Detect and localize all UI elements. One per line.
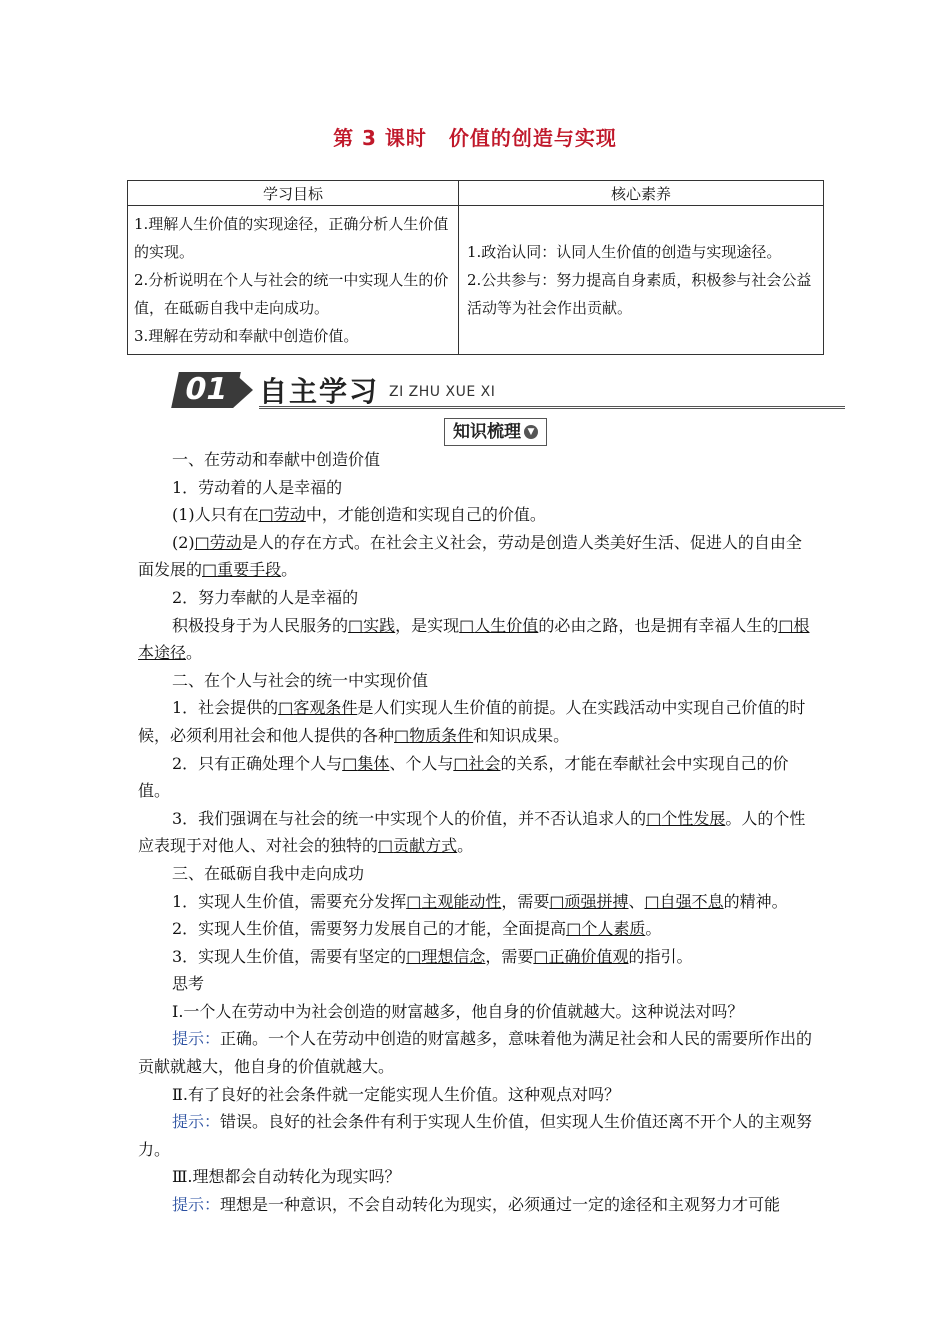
answer: 实践: [363, 615, 396, 635]
answer: 理想信念: [421, 946, 486, 966]
answer: 正确价值观: [548, 946, 629, 966]
hint-label: 提示：: [172, 1029, 221, 1049]
paragraph: 2．只有正确处理个人与□集体、个人与□社会的关系，才能在奉献社会中实现自己的价值。: [138, 753, 789, 801]
hint-label: 提示：: [172, 1195, 221, 1215]
paragraph: (2)□劳动是人的存在方式。在社会主义社会，劳动是创造人类美好生活、促进人的自由全面发展的□重要手段。: [138, 532, 802, 580]
answer: 人生价值: [474, 615, 539, 635]
answer: 社会: [468, 753, 501, 773]
answer: 重要手段: [217, 560, 282, 580]
blank-box: □: [406, 946, 422, 966]
competency-header: 核心素养: [459, 181, 824, 206]
blank-box: □: [549, 891, 565, 911]
blank-box: □: [378, 836, 394, 856]
paragraph: 积极投身于为人民服务的□实践，是实现□人生价值的必由之路，也是拥有幸福人生的□根本途径。: [138, 615, 810, 663]
subheading: 1．劳动着的人是幸福的: [172, 477, 343, 497]
section-banner: [175, 368, 845, 412]
question: Ⅰ.一个人在劳动中为社会创造的财富越多，他自身的价值就越大。这种说法对吗？: [172, 1001, 744, 1021]
answer: 自强不息: [659, 891, 724, 911]
subheading: 2．努力奉献的人是幸福的: [172, 587, 359, 607]
question: Ⅱ.有了良好的社会条件就一定能实现人生价值。这种观点对吗？: [172, 1084, 620, 1104]
goal-item: 2.分析说明在个人与社会的统一中实现人生的价值，在砥砺自我中走向成功。: [134, 271, 449, 317]
blank-box: □: [342, 753, 358, 773]
answer: 主观能动性: [421, 891, 502, 911]
blank-box: □: [348, 615, 364, 635]
competency-item: 2.公共参与：努力提高自身素质，积极参与社会公益活动等为社会作出贡献。: [467, 271, 812, 317]
answer: 个人素质: [581, 919, 646, 939]
blank-box: □: [778, 615, 794, 635]
blank-box: □: [394, 725, 410, 745]
answer-paragraph: 提示：错误。良好的社会条件有利于实现人生价值，但实现人生价值还离不开个人的主观努力。: [138, 1112, 813, 1159]
answer: 劳动: [209, 532, 242, 552]
banner-wedge: [233, 372, 253, 408]
blank-box: □: [566, 919, 582, 939]
knowledge-tag: [444, 418, 547, 446]
banner-rule: [259, 406, 845, 409]
blank-box: □: [646, 808, 662, 828]
section-heading: 三、在砥砺自我中走向成功: [172, 863, 365, 883]
paragraph: 3．实现人生价值，需要有坚定的□理想信念，需要□正确价值观的指引。: [172, 946, 693, 966]
section-heading: 二、在个人与社会的统一中实现价值: [172, 670, 429, 690]
answer: 集体: [357, 753, 390, 773]
down-triangle-icon: ▼: [524, 425, 538, 439]
blank-box: □: [644, 891, 660, 911]
competency-item: 1.政治认同：认同人生价值的创造与实现途径。: [467, 243, 782, 261]
blank-box: □: [453, 753, 469, 773]
goal-item: 1.理解人生价值的实现途径，正确分析人生价值的实现。: [134, 215, 449, 261]
lesson-title: 价值的创造与实现: [448, 126, 617, 150]
goals-table: [127, 180, 824, 355]
knowledge-tag-label: 知识梳理: [453, 422, 521, 442]
hint-label: 提示：: [172, 1112, 221, 1132]
blank-box: □: [459, 615, 475, 635]
blank-box: □: [258, 505, 274, 525]
blank-box: □: [194, 532, 210, 552]
section-pinyin: ZI ZHU XUE XI: [389, 384, 496, 400]
paragraph: (1)人只有在□劳动中，才能创造和实现自己的价值。: [172, 505, 546, 525]
answer-paragraph: 提示：理想是一种意识，不会自动转化为现实，必须通过一定的途径和主观努力才可能: [172, 1195, 781, 1215]
lesson-number: 第 3 课时: [333, 126, 427, 150]
blank-box: □: [202, 560, 218, 580]
answer: 个性发展: [661, 808, 726, 828]
goals-header: 学习目标: [128, 181, 459, 206]
question: Ⅲ.理想都会自动转化为现实吗？: [172, 1167, 401, 1187]
goals-cell: [128, 206, 459, 355]
think-heading: 思考: [172, 974, 205, 994]
answer: 客观条件: [293, 698, 358, 718]
content: [138, 446, 814, 1219]
competency-cell: [459, 206, 824, 355]
page-title: [0, 122, 950, 151]
blank-box: □: [533, 946, 549, 966]
answer: 物质条件: [409, 725, 474, 745]
section-title: 自主学习: [259, 375, 380, 408]
answer: 贡献方式: [393, 836, 458, 856]
paragraph: 3．我们强调在与社会的统一中实现个人的价值，并不否认追求人的□个性发展。人的个性应表现于对他人、对社会的独特的□贡献方式。: [138, 808, 806, 856]
blank-box: □: [406, 891, 422, 911]
section-number: 01: [171, 372, 241, 408]
paragraph: 1．社会提供的□客观条件是人们实现人生价值的前提。人在实践活动中实现自己价值的时候，必须利用社会和他人提供的各种□物质条件和知识成果。: [138, 698, 806, 745]
answer: 顽强拼搏: [564, 891, 629, 911]
paragraph: 1．实现人生价值，需要充分发挥□主观能动性，需要□顽强拼搏、□自强不息的精神。: [172, 891, 788, 911]
section-heading: 一、在劳动和奉献中创造价值: [172, 450, 381, 469]
answer-paragraph: 提示：正确。一个人在劳动中创造的财富越多，意味着他为满足社会和人民的需要所作出的贡献就越大，他自身的价值就越大。: [138, 1029, 813, 1077]
paragraph: 2．实现人生价值，需要努力发展自己的才能，全面提高□个人素质。: [172, 919, 662, 939]
goal-item: 3.理解在劳动和奉献中创造价值。: [134, 327, 359, 345]
answer: 根本途径: [138, 615, 810, 663]
answer: 劳动: [273, 505, 306, 525]
blank-box: □: [278, 698, 294, 718]
